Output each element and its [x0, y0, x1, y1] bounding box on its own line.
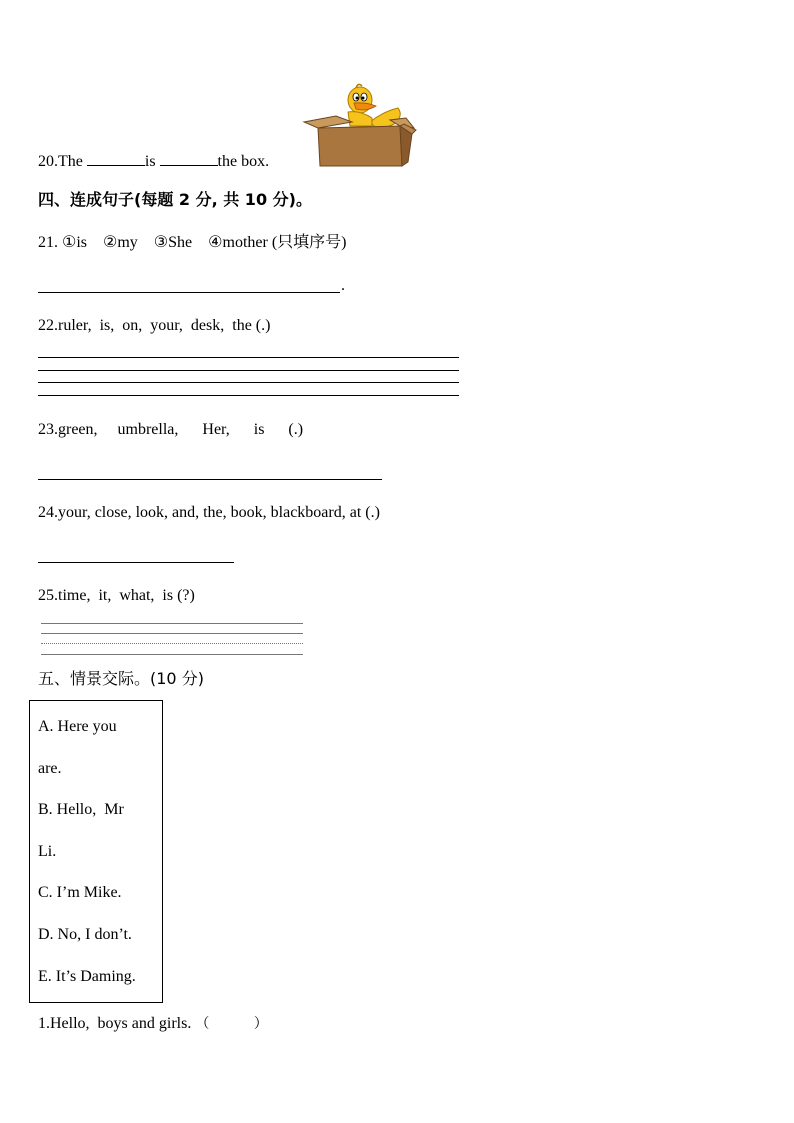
q25-answer-line-2[interactable]: [41, 633, 303, 634]
section-5-title: 五、情景交际。(10 分): [38, 669, 204, 688]
q23-answer-line[interactable]: [38, 479, 382, 480]
question-22: 22.ruler, is, on, your, desk, the (.): [38, 317, 271, 334]
q21-period: .: [341, 277, 345, 294]
q20-blank-2[interactable]: [160, 151, 218, 166]
q25-answer-line-1[interactable]: [41, 623, 303, 624]
q22-answer-line-4[interactable]: [38, 395, 459, 396]
option-c: C. I’m Mike.: [38, 884, 122, 901]
q24-answer-line[interactable]: [38, 562, 234, 563]
q1-answer-paren[interactable]: （ ）: [195, 1016, 268, 1032]
question-23: 23.green, umbrella, Her, is (.): [38, 421, 304, 438]
option-d: D. No, I don’t.: [38, 926, 132, 943]
q1-text: 1.Hello, boys and girls.: [38, 1015, 192, 1032]
q22-answer-line-2[interactable]: [38, 370, 459, 371]
question-1: [38, 1014, 268, 1034]
q25-answer-line-3[interactable]: [41, 643, 303, 644]
q20-mid: is: [144, 153, 160, 170]
option-b-line-2: Li.: [38, 843, 57, 860]
q25-answer-line-4[interactable]: [41, 654, 303, 655]
question-24: 24.your, close, look, and, the, book, blackboard, at (.): [38, 504, 380, 521]
question-20: [38, 151, 269, 172]
question-25: 25.time, it, what, is (?): [38, 587, 195, 604]
option-a-line-2: are.: [38, 760, 62, 777]
q22-answer-line-1[interactable]: [38, 357, 459, 358]
option-e: E. It’s Daming.: [38, 968, 136, 985]
question-21: 21. ①is ②my ③She ④mother (只填序号): [38, 234, 347, 251]
q20-prefix: 20.The: [38, 153, 87, 170]
section-4-title: 四、连成句子(每题 2 分, 共 10 分)。: [38, 190, 312, 209]
option-b-line-1: B. Hello, Mr: [38, 801, 124, 818]
q20-blank-1[interactable]: [87, 151, 145, 166]
q22-answer-line-3[interactable]: [38, 382, 459, 383]
option-a-line-1: A. Here you: [38, 718, 117, 735]
q20-suffix: the box.: [217, 153, 270, 170]
duck-in-box-image: [300, 82, 420, 168]
q21-answer-line[interactable]: [38, 292, 340, 293]
